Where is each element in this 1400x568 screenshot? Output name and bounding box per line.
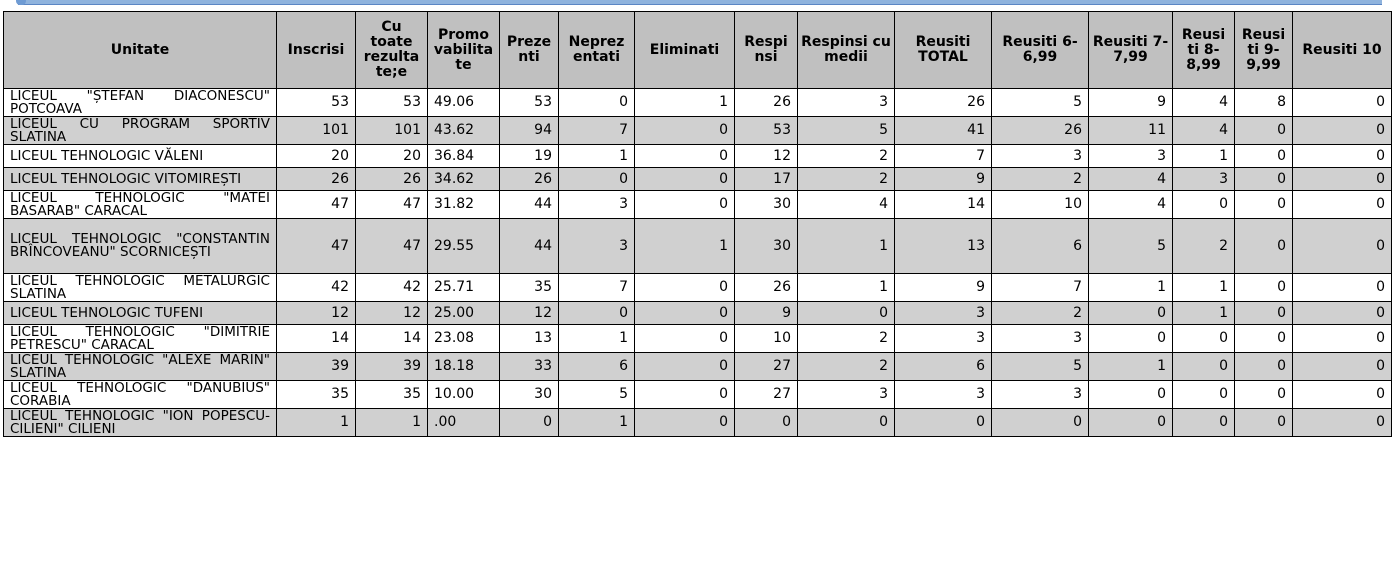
cell-respinsi-cu-medii: 5 (798, 117, 895, 145)
cell-reusiti-8: 0 (1173, 191, 1235, 219)
cell-reusiti-total: 14 (895, 191, 992, 219)
cell-eliminati: 1 (635, 89, 735, 117)
cell-inscrisi: 101 (277, 117, 356, 145)
cell-eliminati: 0 (635, 168, 735, 191)
cell-reusiti-7: 5 (1089, 219, 1173, 274)
cell-neprezentati: 6 (559, 353, 635, 381)
cell-prezenti: 13 (500, 325, 559, 353)
cell-reusiti-6: 3 (992, 145, 1089, 168)
school-name-cell: LICEUL TEHNOLOGIC VITOMIREȘTI (4, 168, 277, 191)
cell-reusiti-9: 0 (1235, 381, 1293, 409)
school-name-cell: LICEUL TEHNOLOGIC "MATEI BASARAB" CARACAL (4, 191, 277, 219)
cell-eliminati: 0 (635, 274, 735, 302)
cell-cu-toate-rezultatele: 26 (356, 168, 428, 191)
cell-reusiti-8: 1 (1173, 302, 1235, 325)
cell-respinsi: 12 (735, 145, 798, 168)
cell-reusiti-total: 9 (895, 168, 992, 191)
cell-inscrisi: 1 (277, 409, 356, 437)
cell-reusiti-total: 26 (895, 89, 992, 117)
cell-inscrisi: 47 (277, 219, 356, 274)
table-row (4, 219, 1392, 274)
cell-respinsi-cu-medii: 1 (798, 219, 895, 274)
table-row (4, 302, 1392, 325)
cell-neprezentati: 1 (559, 145, 635, 168)
cell-reusiti-7: 1 (1089, 274, 1173, 302)
cell-neprezentati: 7 (559, 117, 635, 145)
table-body (4, 89, 1392, 437)
cell-promovabilitate: 31.82 (428, 191, 500, 219)
cell-neprezentati: 0 (559, 302, 635, 325)
cell-reusiti-10: 0 (1293, 219, 1392, 274)
cell-promovabilitate: 36.84 (428, 145, 500, 168)
cell-cu-toate-rezultatele: 14 (356, 325, 428, 353)
cell-respinsi: 9 (735, 302, 798, 325)
cell-inscrisi: 12 (277, 302, 356, 325)
table-row (4, 168, 1392, 191)
cell-respinsi: 0 (735, 409, 798, 437)
col-header-reusiti-9: Reusi ti 9-9,99 (1235, 12, 1293, 89)
cell-promovabilitate: 29.55 (428, 219, 500, 274)
cell-reusiti-6: 10 (992, 191, 1089, 219)
cell-eliminati: 0 (635, 409, 735, 437)
cell-neprezentati: 1 (559, 325, 635, 353)
cell-reusiti-7: 0 (1089, 409, 1173, 437)
cell-respinsi: 17 (735, 168, 798, 191)
cell-respinsi: 53 (735, 117, 798, 145)
cell-inscrisi: 42 (277, 274, 356, 302)
cell-promovabilitate: 23.08 (428, 325, 500, 353)
cell-respinsi-cu-medii: 2 (798, 325, 895, 353)
cell-reusiti-total: 3 (895, 381, 992, 409)
col-header-reusiti-6: Reusiti 6-6,99 (992, 12, 1089, 89)
cell-cu-toate-rezultatele: 53 (356, 89, 428, 117)
cell-eliminati: 0 (635, 117, 735, 145)
cell-reusiti-9: 0 (1235, 168, 1293, 191)
cell-reusiti-7: 4 (1089, 191, 1173, 219)
table-row (4, 353, 1392, 381)
cell-reusiti-total: 13 (895, 219, 992, 274)
cell-inscrisi: 35 (277, 381, 356, 409)
cell-neprezentati: 0 (559, 89, 635, 117)
cell-eliminati: 0 (635, 302, 735, 325)
cell-eliminati: 0 (635, 353, 735, 381)
cell-reusiti-9: 0 (1235, 117, 1293, 145)
cell-reusiti-9: 8 (1235, 89, 1293, 117)
cell-respinsi: 26 (735, 274, 798, 302)
exam-results-table (3, 11, 1392, 437)
cell-cu-toate-rezultatele: 1 (356, 409, 428, 437)
cell-reusiti-6: 0 (992, 409, 1089, 437)
cell-neprezentati: 7 (559, 274, 635, 302)
col-header-respinsi: Respi nsi (735, 12, 798, 89)
table-row (4, 117, 1392, 145)
cell-neprezentati: 5 (559, 381, 635, 409)
cell-reusiti-10: 0 (1293, 145, 1392, 168)
cell-reusiti-10: 0 (1293, 302, 1392, 325)
cell-prezenti: 26 (500, 168, 559, 191)
col-header-reusiti-10: Reusiti 10 (1293, 12, 1392, 89)
cell-reusiti-8: 4 (1173, 89, 1235, 117)
cell-respinsi: 10 (735, 325, 798, 353)
cell-eliminati: 0 (635, 325, 735, 353)
col-header-cu-toate-rezultatele: Cu toate rezulta te;e (356, 12, 428, 89)
cell-eliminati: 0 (635, 191, 735, 219)
cell-reusiti-9: 0 (1235, 409, 1293, 437)
cell-cu-toate-rezultatele: 12 (356, 302, 428, 325)
cell-inscrisi: 53 (277, 89, 356, 117)
cell-respinsi: 30 (735, 191, 798, 219)
cell-reusiti-7: 0 (1089, 381, 1173, 409)
cell-reusiti-7: 11 (1089, 117, 1173, 145)
cell-reusiti-7: 0 (1089, 302, 1173, 325)
cell-inscrisi: 20 (277, 145, 356, 168)
cell-promovabilitate: 49.06 (428, 89, 500, 117)
cell-reusiti-total: 41 (895, 117, 992, 145)
cell-reusiti-8: 1 (1173, 145, 1235, 168)
cell-respinsi-cu-medii: 3 (798, 381, 895, 409)
cell-reusiti-10: 0 (1293, 274, 1392, 302)
cell-reusiti-8: 1 (1173, 274, 1235, 302)
cell-reusiti-8: 4 (1173, 117, 1235, 145)
cell-respinsi: 30 (735, 219, 798, 274)
cell-reusiti-7: 9 (1089, 89, 1173, 117)
cell-cu-toate-rezultatele: 35 (356, 381, 428, 409)
col-header-inscrisi: Inscrisi (277, 12, 356, 89)
cell-respinsi-cu-medii: 4 (798, 191, 895, 219)
table-row (4, 145, 1392, 168)
cell-cu-toate-rezultatele: 42 (356, 274, 428, 302)
cell-promovabilitate: 18.18 (428, 353, 500, 381)
table-row (4, 89, 1392, 117)
cell-reusiti-10: 0 (1293, 191, 1392, 219)
cell-reusiti-10: 0 (1293, 381, 1392, 409)
cell-reusiti-10: 0 (1293, 409, 1392, 437)
cell-neprezentati: 3 (559, 219, 635, 274)
cell-cu-toate-rezultatele: 20 (356, 145, 428, 168)
cell-respinsi-cu-medii: 1 (798, 274, 895, 302)
cell-promovabilitate: 34.62 (428, 168, 500, 191)
cell-reusiti-9: 0 (1235, 302, 1293, 325)
cell-respinsi: 26 (735, 89, 798, 117)
cell-neprezentati: 3 (559, 191, 635, 219)
cell-reusiti-8: 0 (1173, 325, 1235, 353)
cell-neprezentati: 1 (559, 409, 635, 437)
col-header-promovabilitate: Promo vabilita te (428, 12, 500, 89)
cell-inscrisi: 47 (277, 191, 356, 219)
cell-reusiti-8: 0 (1173, 353, 1235, 381)
cell-reusiti-total: 3 (895, 302, 992, 325)
cell-reusiti-10: 0 (1293, 353, 1392, 381)
cell-reusiti-9: 0 (1235, 274, 1293, 302)
col-header-reusiti-total: Reusiti TOTAL (895, 12, 992, 89)
cell-promovabilitate: 25.00 (428, 302, 500, 325)
cell-reusiti-total: 7 (895, 145, 992, 168)
school-name-cell: LICEUL TEHNOLOGIC "ALEXE MARIN" SLATINA (4, 353, 277, 381)
table-row (4, 409, 1392, 437)
cell-cu-toate-rezultatele: 39 (356, 353, 428, 381)
col-header-eliminati: Eliminati (635, 12, 735, 89)
cell-prezenti: 35 (500, 274, 559, 302)
cell-inscrisi: 14 (277, 325, 356, 353)
cell-prezenti: 44 (500, 219, 559, 274)
cell-respinsi-cu-medii: 0 (798, 302, 895, 325)
cell-reusiti-10: 0 (1293, 325, 1392, 353)
page-top-rule (18, 0, 1382, 5)
cell-reusiti-9: 0 (1235, 325, 1293, 353)
cell-reusiti-total: 6 (895, 353, 992, 381)
cell-reusiti-7: 3 (1089, 145, 1173, 168)
cell-promovabilitate: 43.62 (428, 117, 500, 145)
cell-respinsi: 27 (735, 353, 798, 381)
cell-promovabilitate: .00 (428, 409, 500, 437)
header-row (4, 12, 1392, 89)
cell-prezenti: 33 (500, 353, 559, 381)
cell-promovabilitate: 25.71 (428, 274, 500, 302)
col-header-reusiti-7: Reusiti 7-7,99 (1089, 12, 1173, 89)
cell-respinsi-cu-medii: 2 (798, 145, 895, 168)
table-row (4, 381, 1392, 409)
cell-respinsi-cu-medii: 2 (798, 353, 895, 381)
cell-reusiti-total: 0 (895, 409, 992, 437)
cell-prezenti: 12 (500, 302, 559, 325)
cell-reusiti-9: 0 (1235, 219, 1293, 274)
cell-reusiti-6: 5 (992, 353, 1089, 381)
cell-prezenti: 19 (500, 145, 559, 168)
cell-reusiti-8: 2 (1173, 219, 1235, 274)
cell-inscrisi: 26 (277, 168, 356, 191)
cell-cu-toate-rezultatele: 47 (356, 191, 428, 219)
cell-reusiti-8: 3 (1173, 168, 1235, 191)
cell-reusiti-9: 0 (1235, 145, 1293, 168)
cell-reusiti-total: 3 (895, 325, 992, 353)
table-row (4, 274, 1392, 302)
cell-reusiti-10: 0 (1293, 168, 1392, 191)
cell-promovabilitate: 10.00 (428, 381, 500, 409)
school-name-cell: LICEUL TEHNOLOGIC TUFENI (4, 302, 277, 325)
cell-reusiti-6: 26 (992, 117, 1089, 145)
cell-reusiti-8: 0 (1173, 409, 1235, 437)
cell-reusiti-6: 5 (992, 89, 1089, 117)
cell-reusiti-total: 9 (895, 274, 992, 302)
school-name-cell: LICEUL "ȘTEFAN DIACONESCU" POTCOAVA (4, 89, 277, 117)
cell-reusiti-7: 0 (1089, 325, 1173, 353)
school-name-cell: LICEUL TEHNOLOGIC VĂLENI (4, 145, 277, 168)
cell-reusiti-7: 4 (1089, 168, 1173, 191)
cell-prezenti: 94 (500, 117, 559, 145)
cell-eliminati: 1 (635, 219, 735, 274)
cell-reusiti-7: 1 (1089, 353, 1173, 381)
cell-prezenti: 30 (500, 381, 559, 409)
cell-eliminati: 0 (635, 381, 735, 409)
cell-cu-toate-rezultatele: 101 (356, 117, 428, 145)
col-header-prezenti: Preze nti (500, 12, 559, 89)
cell-reusiti-9: 0 (1235, 191, 1293, 219)
cell-respinsi-cu-medii: 3 (798, 89, 895, 117)
cell-reusiti-6: 7 (992, 274, 1089, 302)
cell-reusiti-6: 3 (992, 325, 1089, 353)
cell-reusiti-6: 2 (992, 168, 1089, 191)
cell-respinsi-cu-medii: 0 (798, 409, 895, 437)
cell-prezenti: 44 (500, 191, 559, 219)
cell-reusiti-10: 0 (1293, 117, 1392, 145)
cell-eliminati: 0 (635, 145, 735, 168)
school-name-cell: LICEUL CU PROGRAM SPORTIV SLATINA (4, 117, 277, 145)
cell-prezenti: 0 (500, 409, 559, 437)
school-name-cell: LICEUL TEHNOLOGIC "ION POPESCU-CILIENI" CILIENI (4, 409, 277, 437)
cell-respinsi: 27 (735, 381, 798, 409)
col-header-neprezentati: Neprez entati (559, 12, 635, 89)
school-name-cell: LICEUL TEHNOLOGIC "DIMITRIE PETRESCU" CARACAL (4, 325, 277, 353)
cell-neprezentati: 0 (559, 168, 635, 191)
cell-prezenti: 53 (500, 89, 559, 117)
cell-respinsi-cu-medii: 2 (798, 168, 895, 191)
cell-reusiti-6: 2 (992, 302, 1089, 325)
school-name-cell: LICEUL TEHNOLOGIC METALURGIC SLATINA (4, 274, 277, 302)
table-row (4, 191, 1392, 219)
cell-reusiti-10: 0 (1293, 89, 1392, 117)
school-name-cell: LICEUL TEHNOLOGIC "CONSTANTIN BRÎNCOVEANU" SCORNICEȘTI (4, 219, 277, 274)
col-header-unitate: Unitate (4, 12, 277, 89)
cell-inscrisi: 39 (277, 353, 356, 381)
cell-reusiti-6: 6 (992, 219, 1089, 274)
cell-cu-toate-rezultatele: 47 (356, 219, 428, 274)
cell-reusiti-8: 0 (1173, 381, 1235, 409)
cell-reusiti-9: 0 (1235, 353, 1293, 381)
cell-reusiti-6: 3 (992, 381, 1089, 409)
school-name-cell: LICEUL TEHNOLOGIC "DANUBIUS" CORABIA (4, 381, 277, 409)
col-header-reusiti-8: Reusi ti 8-8,99 (1173, 12, 1235, 89)
col-header-respinsi-cu-medii: Respinsi cu medii (798, 12, 895, 89)
table-row (4, 325, 1392, 353)
